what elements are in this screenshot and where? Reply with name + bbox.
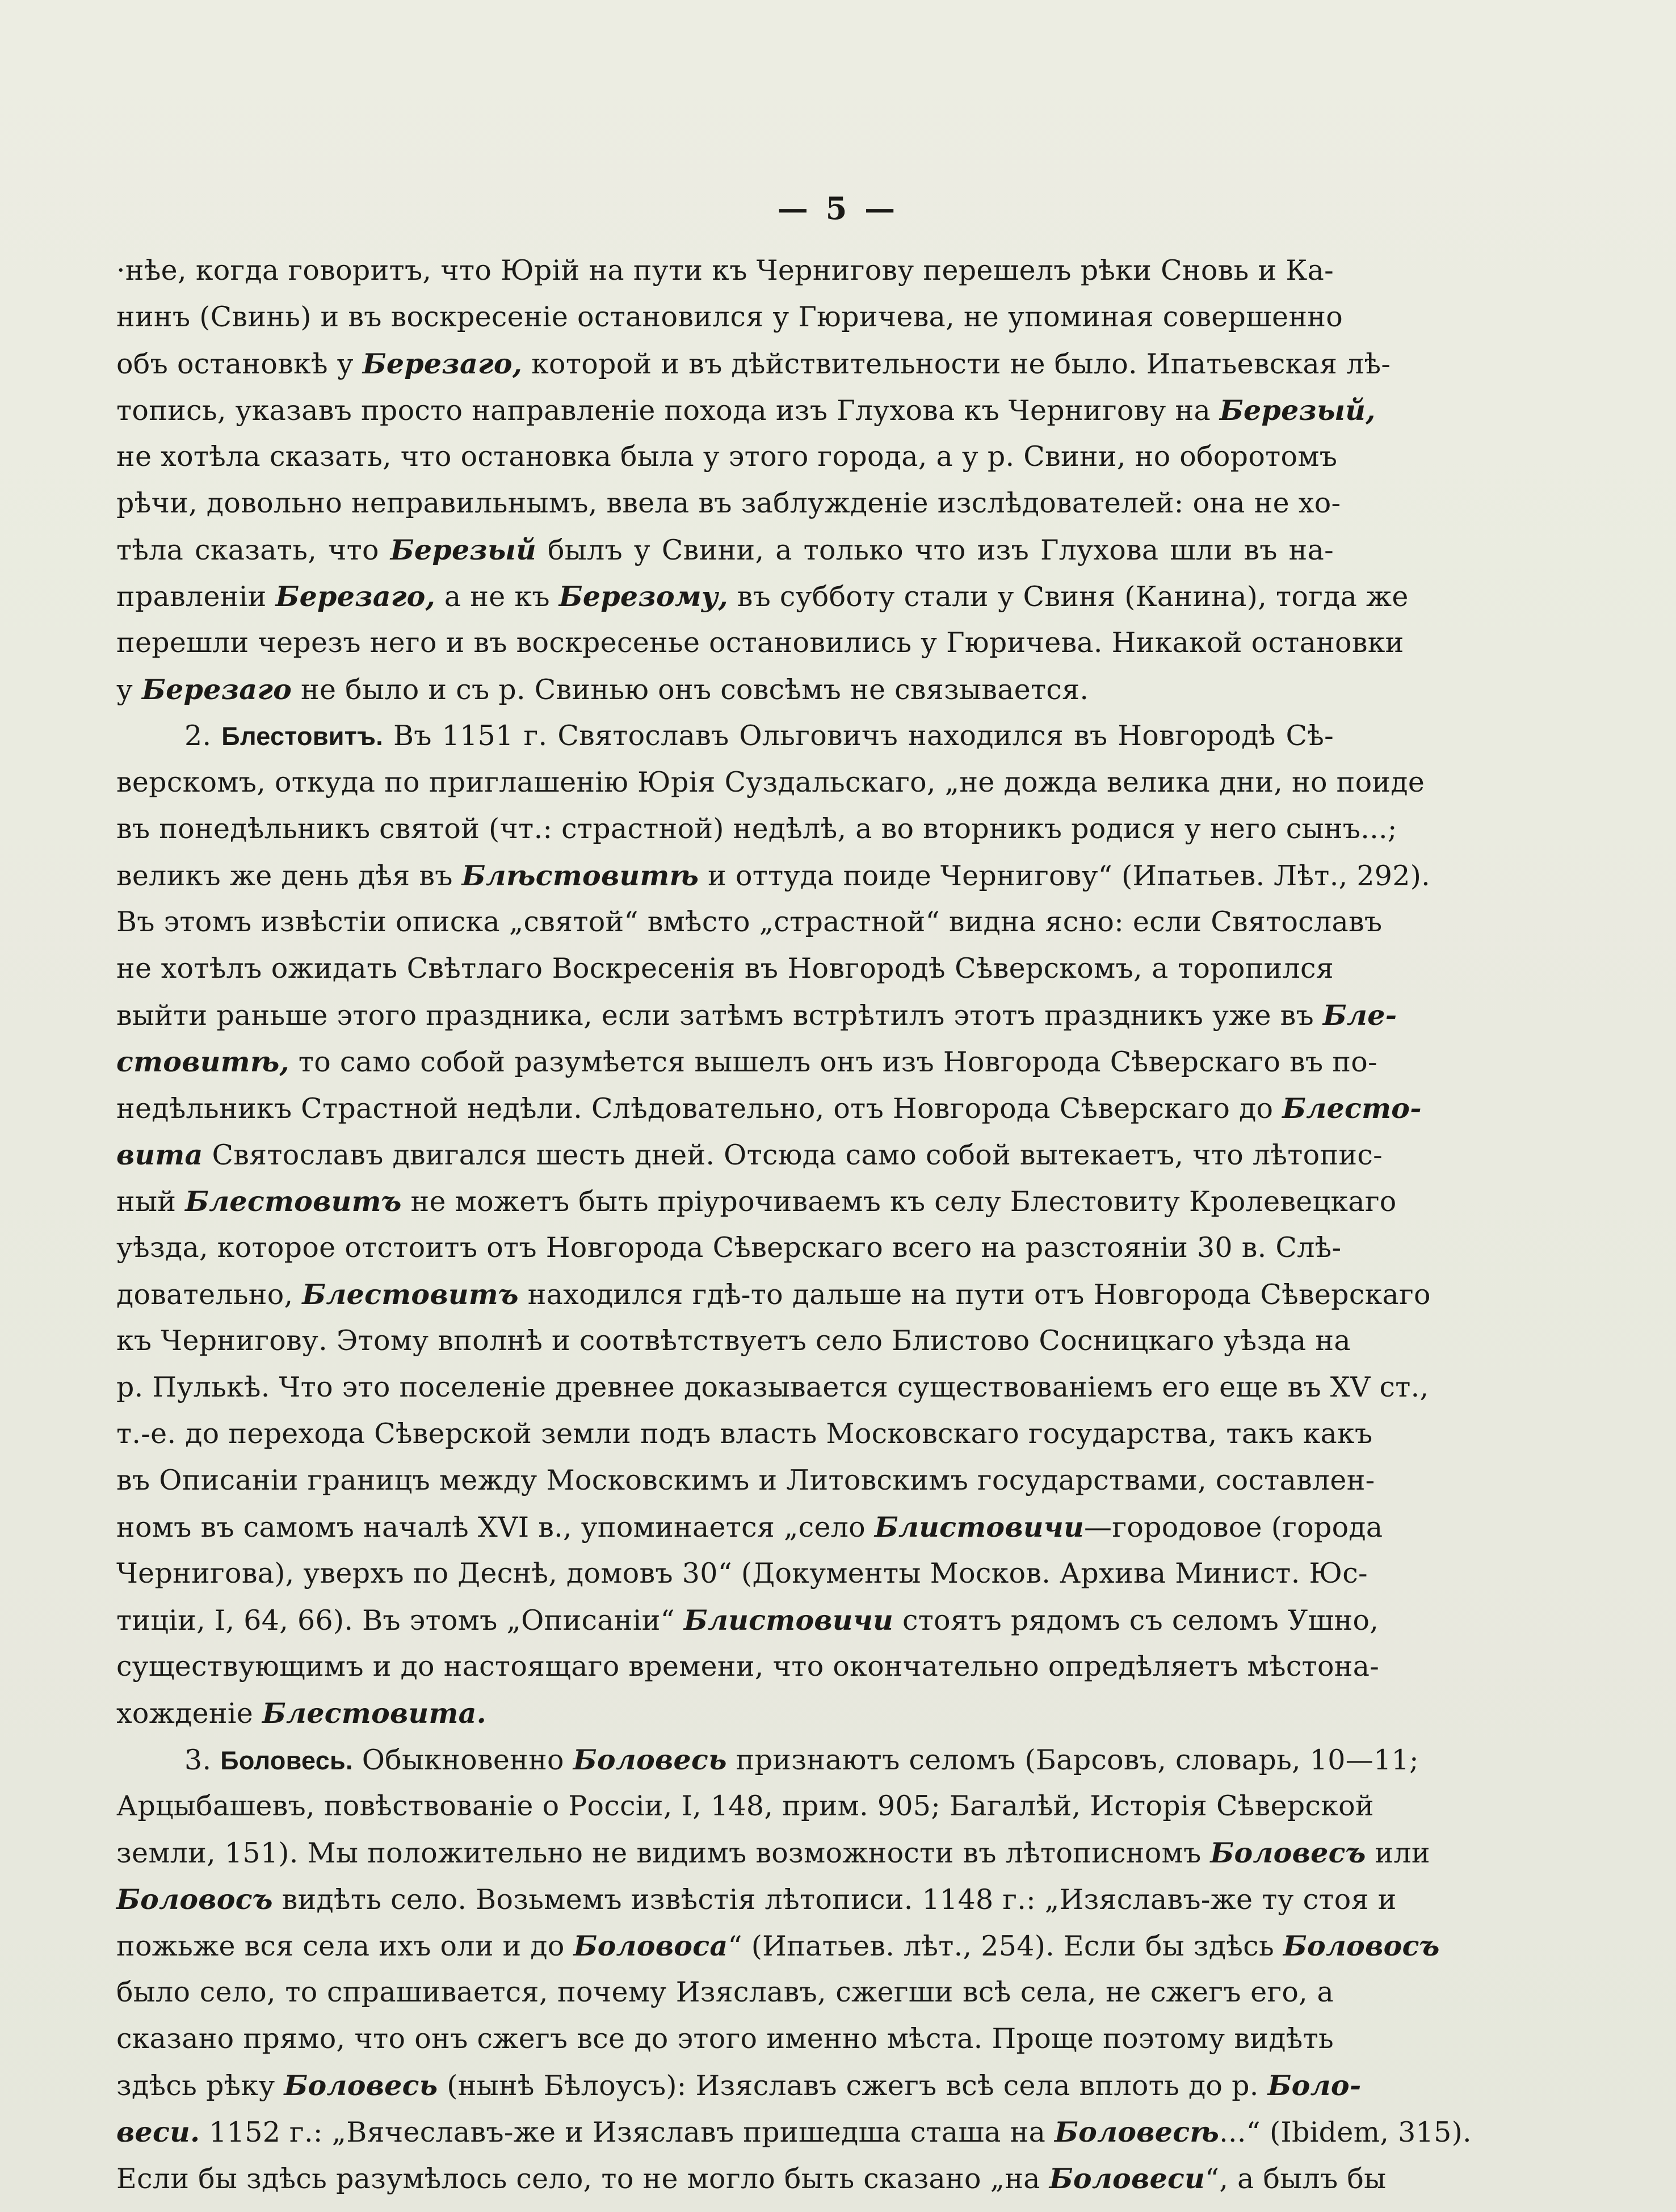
text-line — [116, 899, 1383, 945]
text-run: земли, 151). Мы положительно не видимъ возможности въ лѣтописномъ — [116, 1837, 1211, 1869]
text-run: хожденіе — [116, 1697, 262, 1730]
text-line — [116, 1643, 1380, 1690]
text-line — [116, 1178, 1397, 1225]
text-run: не хотѣла сказать, что остановка была у этого города, а у р. Свини, но оборотомъ — [116, 440, 1338, 473]
place-name-italic: Блестовита. — [262, 1697, 487, 1730]
text-run: выйти раньше этого праздника, если затѣмъ встрѣтилъ этотъ праздникъ уже въ — [116, 999, 1323, 1032]
text-line — [116, 1038, 1377, 1085]
text-run: и оттуда поиде Чернигову“ (Ипатьев. Лѣт., 292). — [699, 860, 1431, 892]
text-line — [116, 1411, 1373, 1457]
place-name-italic: Боловосъ — [1283, 1929, 1440, 1962]
place-name-italic: Блѣстовитѣ — [461, 859, 699, 892]
text-run: 2. — [184, 720, 222, 752]
text-run: уѣзда, которое отстоитъ отъ Новгорода Сѣверскаго всего на разстояніи 30 в. Слѣ- — [116, 1231, 1342, 1264]
text-run: въ понедѣльникъ святой (чт.: страстной) недѣлѣ, а во вторникъ родися у него сынъ...; — [116, 813, 1397, 845]
text-run: признаютъ селомъ (Барсовъ, словарь, 10—11; — [726, 1744, 1419, 1776]
text-run: “, а былъ бы — [1205, 2163, 1387, 2195]
place-name-italic: Блестовитъ — [302, 1278, 519, 1311]
place-name-italic: Блистовичи — [683, 1604, 894, 1637]
place-name-italic: Боловесѣ — [1054, 2116, 1220, 2148]
place-name-italic: веси. — [116, 2116, 200, 2148]
text-run: существующимъ и до настоящаго времени, что окончательно опредѣляетъ мѣстона- — [116, 1650, 1380, 1683]
text-run: Обыкновенно — [352, 1744, 573, 1776]
text-line — [116, 852, 1431, 899]
text-run: Чернигова), уверхъ по Деснѣ, домовъ 30“ (Документы Москов. Архива Минист. Юс- — [116, 1557, 1368, 1589]
text-line — [116, 340, 1391, 387]
text-run: великъ же день дѣя въ — [116, 860, 462, 892]
section-heading: Блестовитъ. — [221, 722, 384, 751]
text-run: у — [116, 674, 142, 706]
text-line — [116, 713, 1334, 759]
place-name-italic: Бле- — [1322, 999, 1397, 1032]
text-run: въ субботу стали у Свиня (Канина), тогда же — [728, 581, 1409, 613]
place-name-italic: Березаго, — [275, 580, 436, 613]
text-run: ·нѣе, когда говоритъ, что Юрій на пути къ Чернигову перешелъ рѣки Сновь и Ка- — [116, 254, 1334, 287]
text-run: Въ этомъ извѣстіи описка „святой“ вмѣсто „страстной“ видна ясно: если Святославъ — [116, 906, 1383, 938]
text-line — [116, 1271, 1431, 1318]
text-run: видѣть село. Возьмемъ извѣстія лѣтописи. 1148 г.: „Изяславъ-же ту стоя и — [272, 1883, 1397, 1916]
text-run: верскомъ, откуда по приглашенію Юрія Суздальскаго, „не дожда велика дни, но поиде — [116, 766, 1425, 798]
place-name-italic: Блесто- — [1282, 1092, 1422, 1125]
text-run: тѣла сказать, что — [116, 534, 390, 566]
place-name-italic: Боловесь — [573, 1743, 727, 1776]
text-run: топись, указавъ просто направленіе похода изъ Глухова къ Чернигову на — [116, 394, 1220, 427]
text-run: не можетъ быть пріурочиваемъ къ селу Блестовиту Кролевецкаго — [401, 1185, 1397, 1218]
place-name-italic: Боловосъ — [116, 1883, 273, 1916]
text-line — [116, 1457, 1375, 1504]
text-run: было село, то спрашивается, почему Изяславъ, сжегши всѣ села, не сжегъ его, а — [116, 1976, 1334, 2008]
text-line — [116, 387, 1376, 434]
text-line — [116, 1318, 1351, 1364]
text-run: 3. — [184, 1744, 221, 1776]
text-line — [116, 1969, 1334, 2016]
text-line — [116, 1736, 1419, 1783]
text-line — [116, 2109, 1472, 2155]
text-line — [116, 1783, 1374, 1830]
text-line — [116, 434, 1338, 480]
text-line — [116, 2016, 1334, 2062]
text-line — [116, 1132, 1383, 1178]
text-line — [116, 247, 1334, 294]
text-line — [116, 2062, 1362, 2109]
text-run: находился гдѣ-то дальше на пути отъ Новгорода Сѣверскаго — [518, 1279, 1431, 1311]
text-run: Если бы здѣсь разумѣлось село, то не могло быть сказано „на — [116, 2163, 1049, 2195]
text-line — [116, 1923, 1440, 1969]
text-run: тиціи, I, 64, 66). Въ этомъ „Описаніи“ — [116, 1604, 684, 1637]
place-name-italic: Березый, — [1219, 394, 1376, 427]
text-run: объ остановкѣ у — [116, 348, 363, 380]
place-name-italic: Березому, — [558, 580, 728, 613]
text-run: стоятъ рядомъ съ селомъ Ушно, — [893, 1604, 1379, 1637]
text-run: не хотѣлъ ожидать Свѣтлаго Воскресенія въ Новгородѣ Сѣверскомъ, а торопился — [116, 952, 1334, 985]
text-run: ный — [116, 1185, 186, 1218]
place-name-italic: Боло- — [1267, 2069, 1362, 2102]
text-run: правленіи — [116, 581, 276, 613]
place-name-italic: Березаго — [142, 673, 292, 706]
text-run: а не къ — [435, 581, 559, 613]
text-run: въ Описаніи границъ между Московскимъ и Литовскимъ государствами, составлен- — [116, 1464, 1375, 1496]
text-run: Въ 1151 г. Святославъ Ольговичъ находился въ Новгородѣ Сѣ- — [383, 720, 1334, 752]
text-line — [116, 1690, 1334, 1736]
text-line — [116, 620, 1404, 666]
place-name-italic: Березый — [390, 533, 537, 566]
text-line — [116, 1876, 1397, 1923]
text-line — [116, 573, 1409, 620]
text-run: то само собой разумѣется вышелъ онъ изъ Новгорода Сѣверскаго въ по- — [289, 1046, 1377, 1078]
place-name-italic: Блистовичи — [874, 1511, 1085, 1544]
text-line — [116, 666, 1334, 713]
text-line — [116, 294, 1343, 340]
text-run: ...“ (Ibidem, 315). — [1219, 2116, 1472, 2148]
text-run: сказано прямо, что онъ сжегъ все до этого именно мѣста. Проще поэтому видѣть — [116, 2022, 1334, 2055]
text-run: (нынѣ Бѣлоусъ): Изяславъ сжегъ всѣ села вплоть до р. — [438, 2070, 1268, 2102]
text-run: нинъ (Свинь) и въ воскресеніе остановился у Гюричева, не упоминая совершенно — [116, 301, 1343, 333]
text-run: или — [1366, 1837, 1430, 1869]
text-run: —городовое (города — [1084, 1511, 1383, 1544]
text-line — [116, 1504, 1383, 1550]
text-line — [116, 1364, 1429, 1411]
text-line — [116, 1225, 1342, 1271]
text-line — [116, 759, 1425, 806]
text-run: былъ у Свини, а только что изъ Глухова шли въ на- — [536, 534, 1334, 566]
text-run: рѣчи, довольно неправильнымъ, ввела въ заблужденіе изслѣдователей: она не хо- — [116, 487, 1341, 519]
place-name-italic: Березаго, — [362, 347, 523, 380]
text-line — [116, 480, 1341, 527]
place-name-italic: стовитѣ, — [116, 1045, 289, 1078]
text-line — [116, 2155, 1387, 2202]
text-line — [116, 1550, 1368, 1597]
place-name-italic: Боловесъ — [1210, 1836, 1366, 1869]
text-line — [116, 806, 1397, 852]
text-run: не было и съ р. Свинью онъ совсѣмъ не связывается. — [292, 674, 1089, 706]
text-run: Святославъ двигался шесть дней. Отсюда само собой вытекаетъ, что лѣтопис- — [203, 1139, 1383, 1171]
text-line — [116, 1085, 1422, 1132]
text-run: довательно, — [116, 1279, 303, 1311]
text-line — [116, 992, 1397, 1038]
section-heading: Боловесь. — [220, 1746, 353, 1775]
text-run: р. Пулькѣ. Что это поселеніе древнее доказывается существованіемъ его еще въ XV ст., — [116, 1371, 1429, 1403]
text-run: номъ въ самомъ началѣ XVI в., упоминается „село — [116, 1511, 875, 1544]
place-name-italic: вита — [116, 1138, 203, 1171]
text-run: здѣсь рѣку — [116, 2070, 284, 2102]
text-run: недѣльникъ Страстной недѣли. Слѣдовательно, отъ Новгорода Сѣверскаго до — [116, 1092, 1283, 1125]
text-line — [116, 1597, 1379, 1643]
place-name-italic: Боловеси — [1049, 2162, 1205, 2195]
text-line — [116, 945, 1334, 992]
place-name-italic: Боловесь — [284, 2069, 438, 2102]
text-run: перешли черезъ него и въ воскресенье остановились у Гюричева. Никакой остановки — [116, 626, 1404, 659]
text-run: 1152 г.: „Вячеславъ-же и Изяславъ пришедша сташа на — [200, 2116, 1055, 2148]
text-line — [116, 1830, 1430, 1876]
body-text — [116, 247, 1472, 2202]
text-run: Арцыбашевъ, повѣствованіе о Россіи, I, 148, прим. 905; Багалѣй, Исторія Сѣверской — [116, 1790, 1374, 1822]
page-number: — 5 — — [777, 190, 899, 226]
text-run: пожьже вся села ихъ оли и до — [116, 1930, 574, 1962]
text-run: т.-е. до перехода Сѣверской земли подъ власть Московскаго государства, такъ какъ — [116, 1418, 1373, 1450]
text-run: къ Чернигову. Этому вполнѣ и соотвѣтствуетъ село Блистово Сосницкаго уѣзда на — [116, 1324, 1351, 1357]
place-name-italic: Боловоса — [573, 1929, 728, 1962]
place-name-italic: Блестовитъ — [185, 1185, 402, 1218]
text-line — [116, 527, 1334, 573]
text-run: “ (Ипатьев. лѣт., 254). Если бы здѣсь — [728, 1930, 1283, 1962]
text-run: которой и въ дѣйствительности не было. Ипатьевская лѣ- — [522, 348, 1391, 380]
